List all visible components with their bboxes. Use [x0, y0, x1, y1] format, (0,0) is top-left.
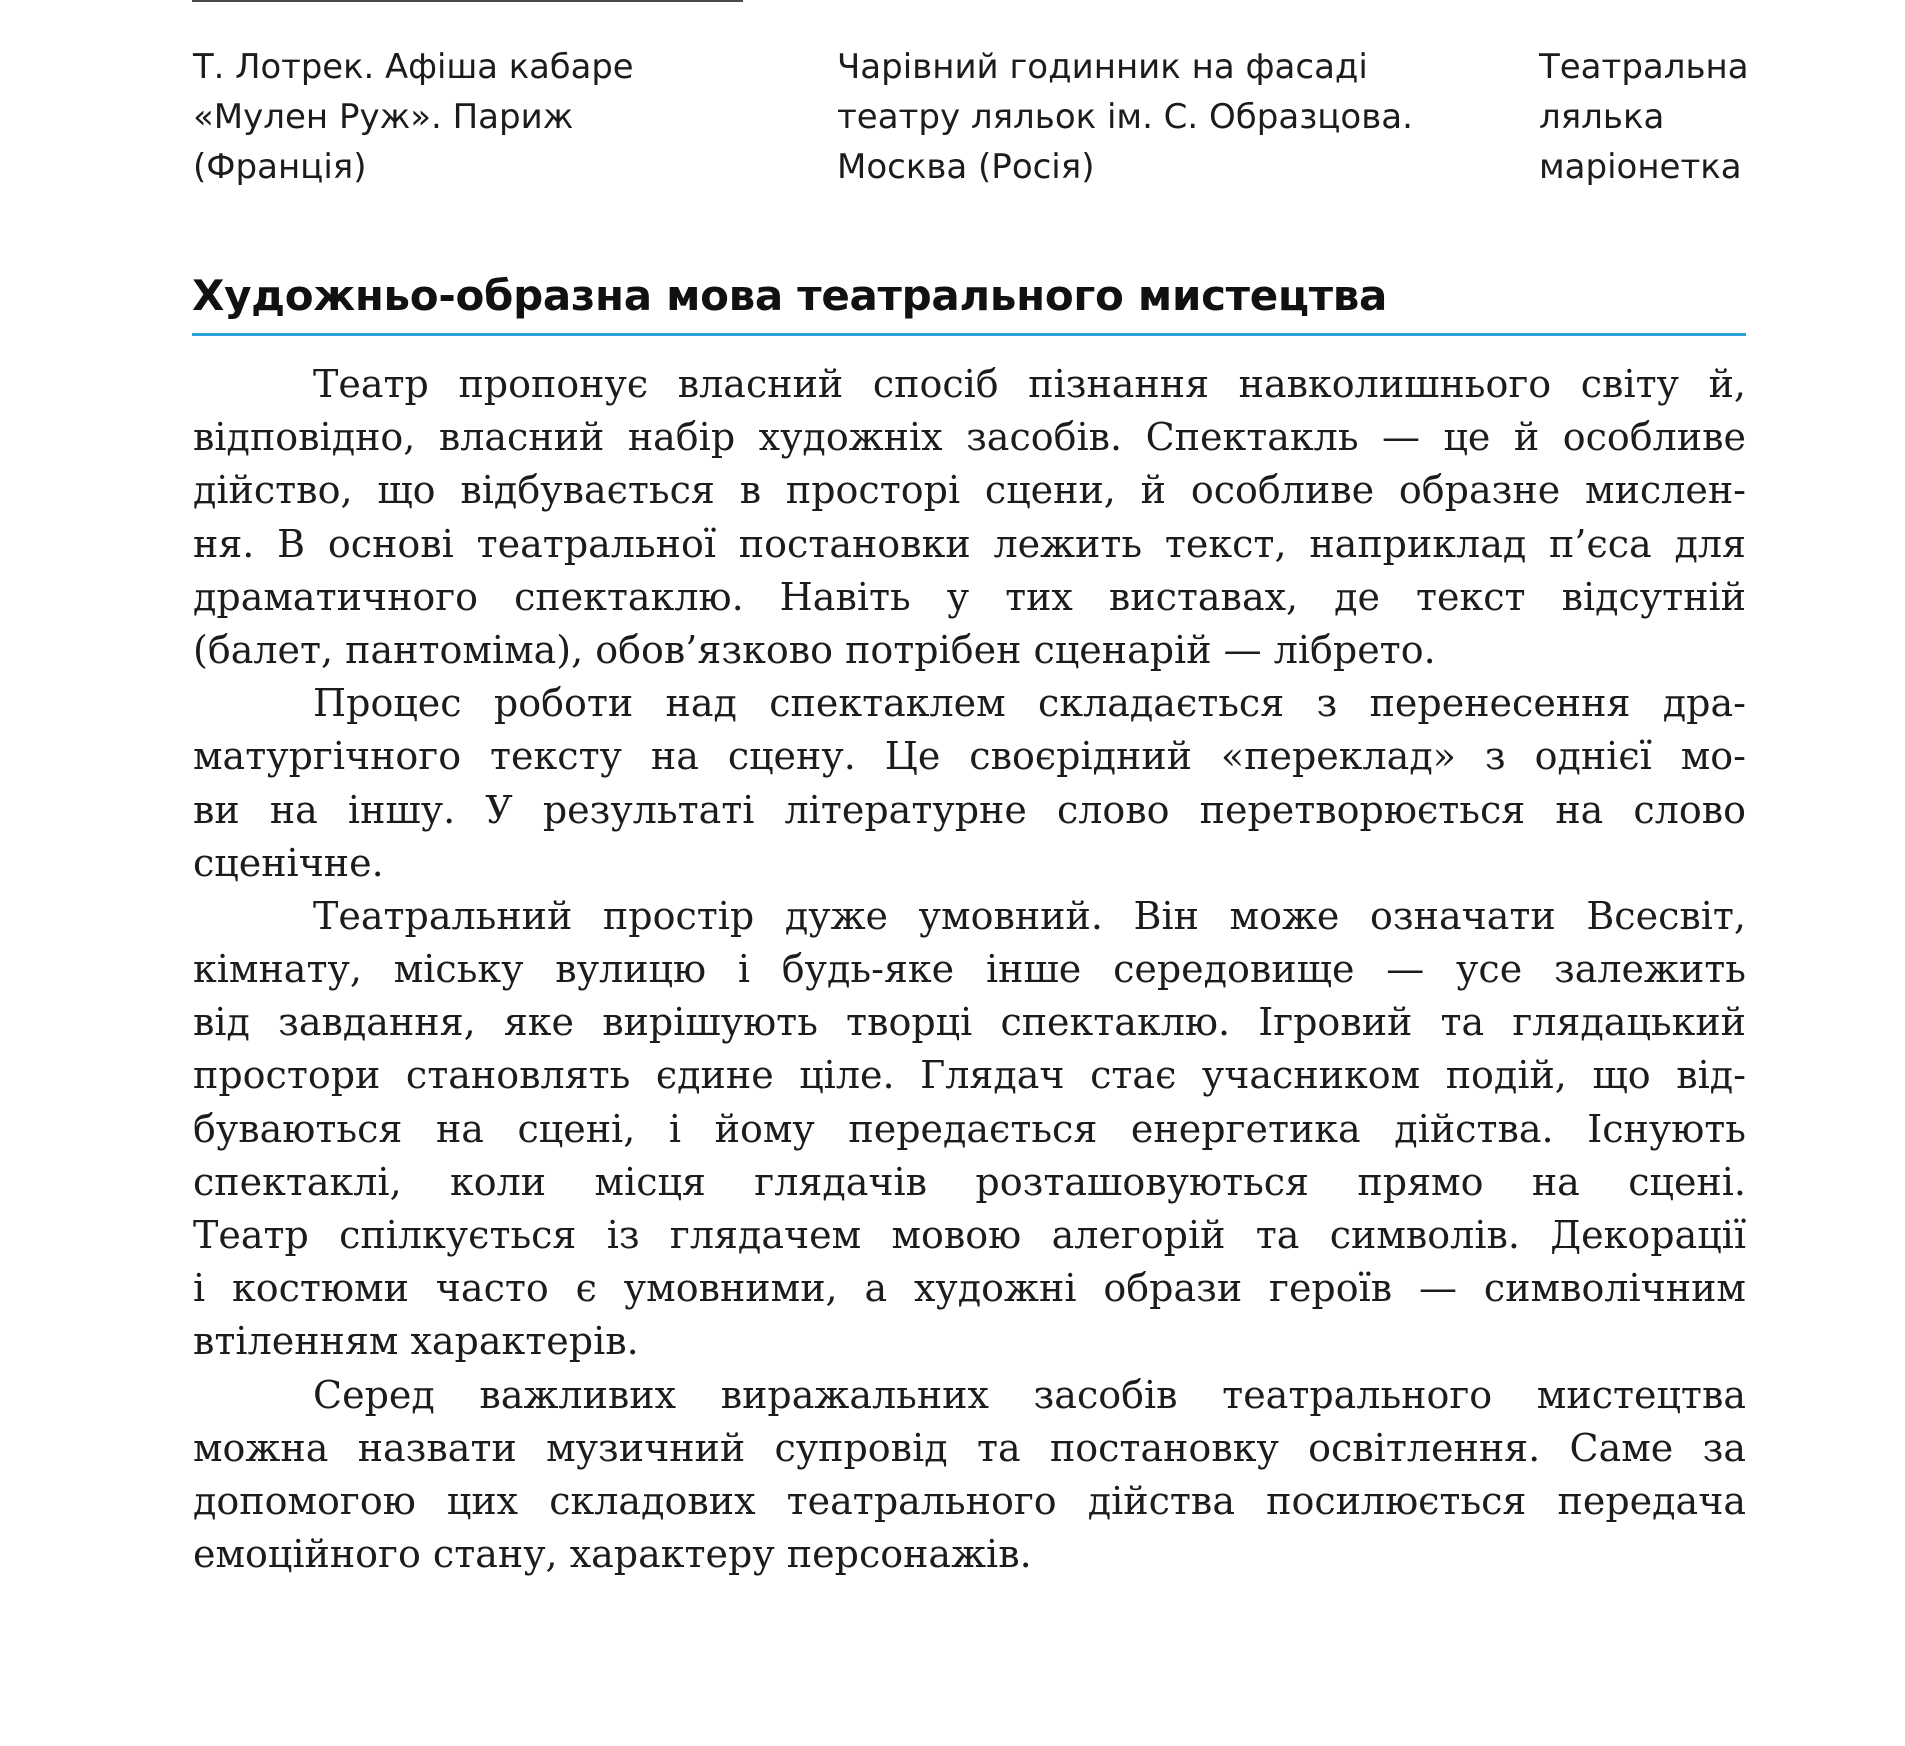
caption-line: маріонетка — [1539, 147, 1742, 187]
paragraph-line: Театр спілкується із глядачем мовою алегорій та символів. Декорації — [193, 1213, 1746, 1257]
paragraph-line: дійство, що відбувається в просторі сцени, й особливе образне мислен- — [193, 468, 1746, 513]
caption-line: «Мулен Руж». Париж — [193, 97, 574, 137]
paragraph-line: сценічне. — [193, 840, 384, 885]
paragraph-line: Серед важливих виражальних засобів театрального мистецтва — [313, 1372, 1746, 1417]
caption-line: (Франція) — [193, 147, 367, 187]
paragraph-line: втіленням характерів. — [193, 1319, 639, 1364]
paragraph-line: простори становлять єдине ціле. Глядач стає учасником подій, що від- — [193, 1053, 1746, 1098]
caption-line: Т. Лотрек. Афіша кабаре — [193, 47, 634, 86]
paragraph-line: буваються на сцені, і йому передається енергетика дійства. Існують — [193, 1106, 1746, 1151]
paragraph-line: ня. В основі театральної постановки лежить текст, наприклад п’єса для — [193, 521, 1746, 566]
image-captions — [193, 42, 1749, 192]
paragraph-line: (балет, пантоміма), обов’язково потрібен сценарій — лібрето. — [193, 627, 1436, 672]
paragraph-line: кімнату, міську вулицю і будь-яке інше середовище — усе залежить — [193, 947, 1746, 992]
caption-line: Чарівний годинник на фасаді — [837, 47, 1368, 87]
paragraph-line: спектаклі, коли місця глядачів розташовуються прямо на сцені. — [193, 1159, 1746, 1204]
caption-lautrec-poster — [193, 42, 634, 192]
paragraph-line: і костюми часто є умовними, а художні образи героїв — символічним — [193, 1266, 1746, 1311]
body-text — [193, 358, 1746, 1581]
paragraph-line: від завдання, яке вирішують творці спектаклю. Ігровий та глядацький — [193, 1000, 1746, 1045]
top-divider — [192, 0, 743, 2]
caption-line: Театральна — [1539, 47, 1749, 87]
paragraph-line: ви на іншу. У результаті літературне слово перетворюється на слово — [193, 787, 1746, 832]
heading-underline — [192, 333, 1746, 336]
paragraph-line: відповідно, власний набір художніх засобів. Спектакль — це й особливе — [193, 415, 1746, 460]
section-heading: Художньо-образна мова театрального мистецтва — [192, 271, 1388, 320]
caption-line: Москва (Росія) — [837, 147, 1095, 187]
paragraph-line: драматичного спектаклю. Навіть у тих виставах, де текст відсутній — [193, 574, 1746, 619]
paragraph-line: Театральний простір дуже умовний. Він може означати Всесвіт, — [313, 893, 1746, 938]
caption-marionette — [1539, 42, 1749, 192]
paragraph-line: допомогою цих складових театрального дійства посилюється передача — [193, 1478, 1746, 1523]
caption-line: лялька — [1539, 97, 1665, 137]
caption-magic-clock — [837, 42, 1413, 192]
paragraph-line: Процес роботи над спектаклем складається з перенесення дра- — [313, 681, 1746, 726]
paragraph-line: можна назвати музичний супровід та постановку освітлення. Саме за — [193, 1425, 1746, 1470]
paragraph-line: матургічного тексту на сцену. Це своєрідний «переклад» з однієї мо- — [193, 734, 1746, 779]
paragraph-line: емоційного стану, характеру персонажів. — [193, 1532, 1032, 1577]
caption-line: театру ляльок ім. С. Образцова. — [837, 97, 1413, 137]
paragraph-line: Театр пропонує власний спосіб пізнання навколишнього світу й, — [313, 362, 1746, 406]
